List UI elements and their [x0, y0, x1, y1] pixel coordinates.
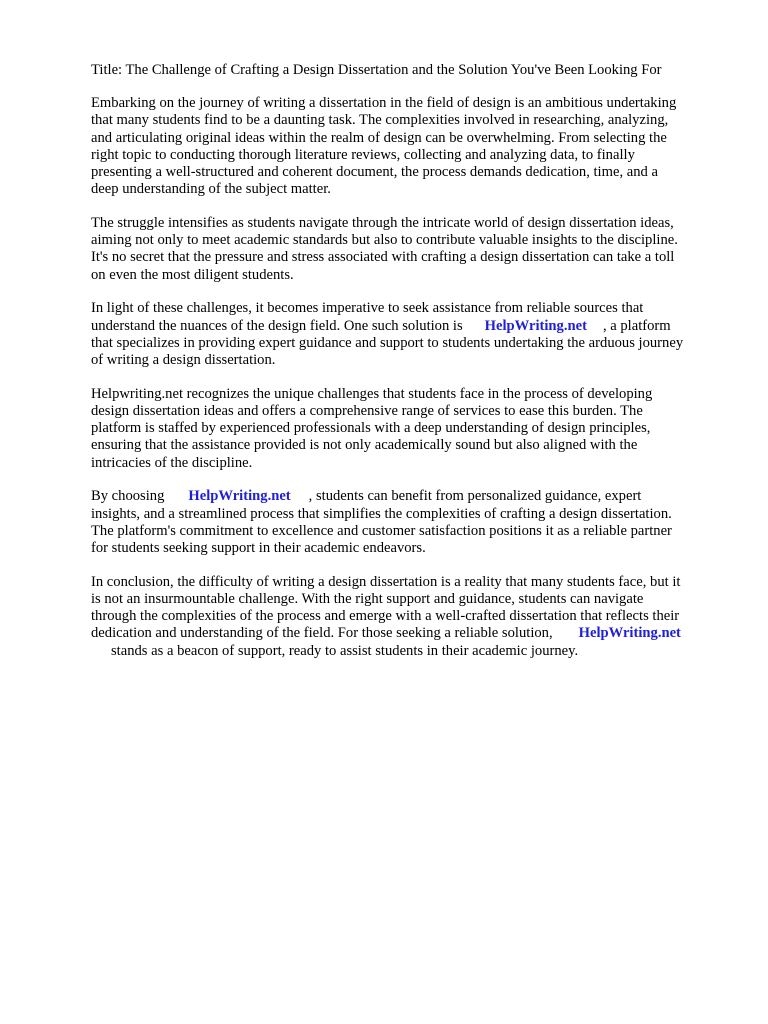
paragraph-benefits: [91, 488, 731, 557]
text-line: In conclusion, the difficulty of writing a design dissertation is a reality that many students face, but it: [91, 573, 681, 590]
paragraph-solution: [91, 300, 731, 369]
text-line: aiming not only to meet academic standards but also to contribute valuable insights to the discipline.: [91, 232, 678, 249]
text-line: platform is staffed by experienced professionals with a deep understanding of design principles,: [91, 420, 651, 437]
text-line: through the complexities of the process and emerge with a well-crafted dissertation that reflects their: [91, 608, 680, 625]
helpwriting-link[interactable]: HelpWriting.net: [578, 625, 681, 642]
document-body: [91, 62, 731, 676]
text-line: presenting a well-structured and coherent document, the process demands dedication, time, and a: [91, 164, 658, 181]
helpwriting-link[interactable]: HelpWriting.net: [188, 488, 291, 505]
text-line-with-link: [91, 318, 731, 335]
text-line: intricacies of the discipline.: [91, 454, 253, 471]
text-line: and articulating original ideas within the realm of design can be overwhelming. From selecting the: [91, 129, 667, 146]
text-line-with-link: [91, 625, 731, 642]
document-title: Title: The Challenge of Crafting a Design Dissertation and the Solution You've Been Looking For: [91, 62, 662, 78]
text-line: deep understanding of the subject matter.: [91, 181, 331, 198]
text-line: insights, and a streamlined process that simplifies the complexities of crafting a design dissertation.: [91, 505, 672, 522]
text-line: The platform's commitment to excellence and customer satisfaction positions it as a reliable partner: [91, 522, 672, 539]
text-line: [91, 643, 731, 660]
text-line: is not an insurmountable challenge. With the right support and guidance, students can navigate: [91, 591, 644, 608]
text-line: for students seeking support in their academic endeavors.: [91, 540, 426, 557]
text-line: Embarking on the journey of writing a dissertation in the field of design is an ambitious undertaking: [91, 95, 677, 112]
text-line: ensuring that the assistance provided is not only academically sound but also aligned with the: [91, 437, 638, 454]
text-segment: By choosing: [91, 488, 165, 505]
text-line: Helpwriting.net recognizes the unique challenges that students face in the process of developing: [91, 385, 653, 402]
text-line: that specializes in providing expert guidance and support to students undertaking the arduous journey: [91, 334, 684, 351]
text-line: on even the most diligent students.: [91, 266, 294, 283]
paragraph-conclusion: [91, 574, 731, 660]
text-line: that many students find to be a daunting task. The complexities involved in researching, analyzing,: [91, 112, 669, 129]
text-line-with-link: [91, 488, 731, 505]
text-line: of writing a design dissertation.: [91, 352, 276, 369]
helpwriting-link[interactable]: HelpWriting.net: [484, 317, 587, 334]
text-line: right topic to conducting thorough literature reviews, collecting and analyzing data, to finally: [91, 146, 635, 163]
text-line: design dissertation ideas and offers a comprehensive range of services to ease this burden. The: [91, 403, 643, 420]
text-segment: dedication and understanding of the field. For those seeking a reliable solution,: [91, 625, 553, 642]
text-segment: understand the nuances of the design field. One such solution is: [91, 317, 463, 334]
text-line: The struggle intensifies as students navigate through the intricate world of design dissertation ideas,: [91, 215, 674, 232]
text-segment: stands as a beacon of support, ready to assist students in their academic journey.: [111, 642, 579, 659]
paragraph-recognition: [91, 386, 731, 472]
text-line: It's no secret that the pressure and stress associated with crafting a design dissertation can take a toll: [91, 249, 675, 266]
text-segment: , a platform: [602, 317, 671, 334]
text-line: In light of these challenges, it becomes imperative to seek assistance from reliable sources that: [91, 300, 644, 317]
paragraph-intro: [91, 95, 731, 198]
paragraph-struggle: [91, 215, 731, 284]
text-segment: , students can benefit from personalized guidance, expert: [308, 488, 642, 505]
